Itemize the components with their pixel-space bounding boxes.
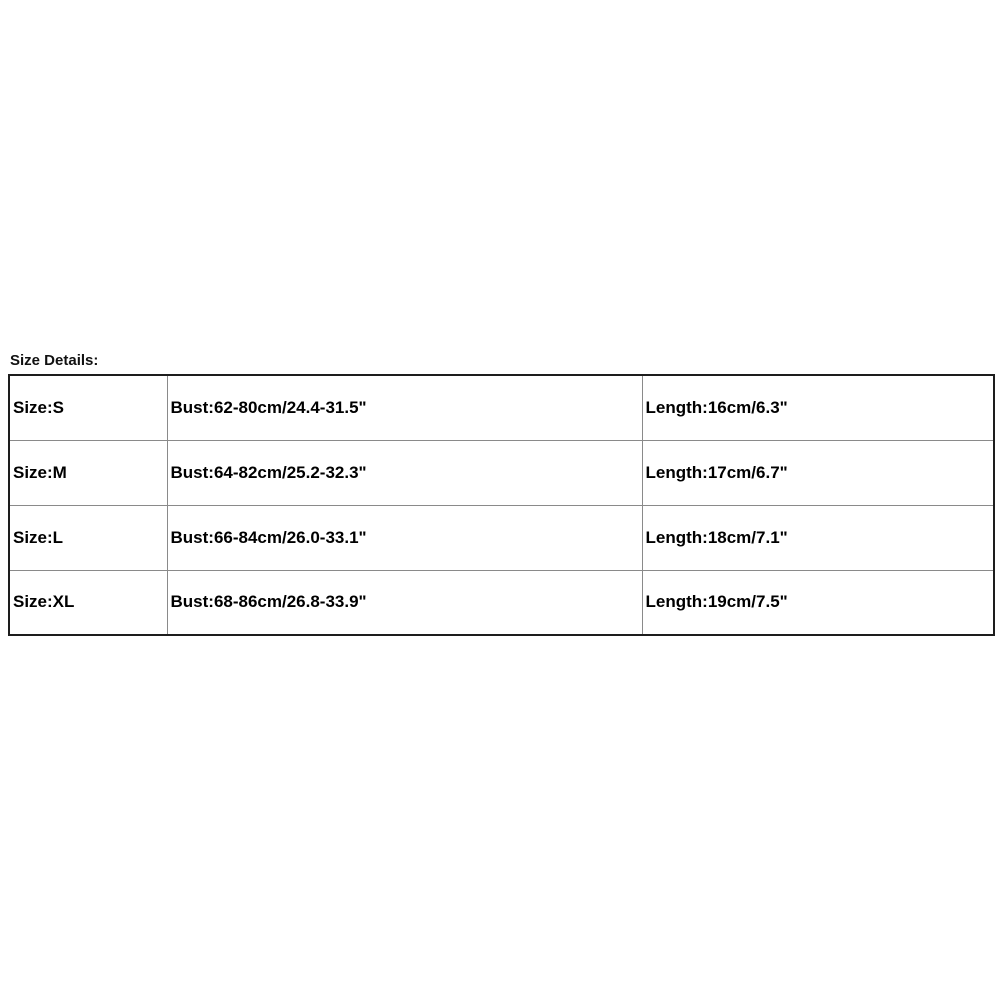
table-row (9, 505, 994, 570)
bust-cell: Bust:62-80cm/24.4-31.5" (167, 375, 642, 440)
table-row (9, 440, 994, 505)
bust-cell: Bust:66-84cm/26.0-33.1" (167, 505, 642, 570)
size-cell: Size:XL (9, 570, 167, 635)
bust-cell: Bust:64-82cm/25.2-32.3" (167, 440, 642, 505)
size-cell: Size:S (9, 375, 167, 440)
length-cell: Length:18cm/7.1" (642, 505, 994, 570)
size-chart-body (9, 375, 994, 635)
table-row (9, 375, 994, 440)
length-cell: Length:19cm/7.5" (642, 570, 994, 635)
bust-cell: Bust:68-86cm/26.8-33.9" (167, 570, 642, 635)
size-cell: Size:L (9, 505, 167, 570)
length-cell: Length:17cm/6.7" (642, 440, 994, 505)
table-row (9, 570, 994, 635)
length-cell: Length:16cm/6.3" (642, 375, 994, 440)
size-cell: Size:M (9, 440, 167, 505)
size-chart-table (8, 374, 995, 636)
size-details-heading: Size Details: (10, 352, 99, 369)
